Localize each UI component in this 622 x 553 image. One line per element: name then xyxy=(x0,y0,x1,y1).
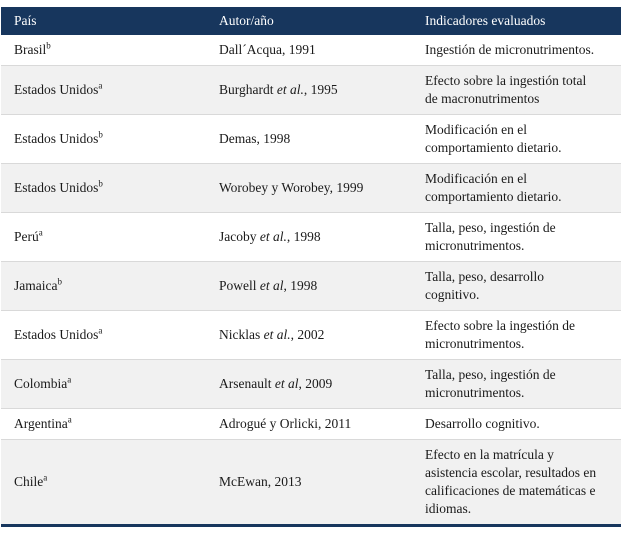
country-cell xyxy=(1,66,206,115)
country-name: Colombia xyxy=(14,376,68,391)
country-superscript: a xyxy=(98,325,103,336)
author-cell xyxy=(206,66,412,115)
author-cell xyxy=(206,409,412,440)
author-text: Nicklas xyxy=(219,327,264,342)
studies-table xyxy=(1,7,621,527)
author-cell xyxy=(206,164,412,213)
indicator-cell: Desarrollo cognitivo. xyxy=(412,409,621,440)
author-year: , 2002 xyxy=(290,327,325,342)
country-superscript: a xyxy=(98,80,103,91)
table-row xyxy=(1,409,621,440)
author-year: , 1998 xyxy=(283,278,318,293)
country-cell xyxy=(1,262,206,311)
country-superscript: b xyxy=(57,276,62,287)
author-etal: et al. xyxy=(276,82,304,97)
country-superscript: b xyxy=(98,178,103,189)
author-year: , 1998 xyxy=(286,229,321,244)
column-header-autor: Autor/año xyxy=(206,7,412,35)
author-text: Adrogué y Orlicki, 2011 xyxy=(219,416,352,431)
author-text: Demas, 1998 xyxy=(219,131,291,146)
country-cell xyxy=(1,35,206,66)
author-cell xyxy=(206,360,412,409)
indicator-cell: Efecto sobre la ingestión total de macronutrimentos xyxy=(412,66,621,115)
indicator-cell: Modificación en el comportamiento dietario. xyxy=(412,164,621,213)
author-year: , 2009 xyxy=(298,376,333,391)
country-name: Argentina xyxy=(14,416,68,431)
column-header-pais: País xyxy=(1,7,206,35)
indicator-cell: Talla, peso, ingestión de micronutrimentos. xyxy=(412,360,621,409)
table-row xyxy=(1,311,621,360)
country-name: Perú xyxy=(14,229,39,244)
country-superscript: b xyxy=(98,129,103,140)
table-row xyxy=(1,115,621,164)
indicator-cell: Efecto sobre la ingestión de micronutrimentos. xyxy=(412,311,621,360)
author-cell xyxy=(206,311,412,360)
table-row xyxy=(1,35,621,66)
country-name: Estados Unidos xyxy=(14,180,99,195)
country-superscript: a xyxy=(38,227,43,238)
country-superscript: a xyxy=(43,472,48,483)
country-cell xyxy=(1,164,206,213)
author-text: Worobey y Worobey, 1999 xyxy=(219,180,364,195)
author-etal: et al. xyxy=(259,229,287,244)
author-text: Burghardt xyxy=(219,82,277,97)
author-etal: et al. xyxy=(263,327,291,342)
indicator-cell: Ingestión de micronutrimentos. xyxy=(425,42,595,57)
author-cell xyxy=(206,440,412,526)
author-cell xyxy=(206,213,412,262)
indicator-cell: Talla, peso, ingestión de micronutrimentos. xyxy=(412,213,621,262)
author-text: Arsenault xyxy=(219,376,275,391)
table-row xyxy=(1,66,621,115)
country-name: Estados Unidos xyxy=(14,327,99,342)
country-cell xyxy=(1,360,206,409)
header-row xyxy=(1,7,621,35)
author-etal: et al xyxy=(259,278,284,293)
country-cell xyxy=(1,115,206,164)
country-cell xyxy=(1,409,206,440)
country-name: Jamaica xyxy=(14,278,58,293)
indicator-cell: Talla, peso, desarrollo cognitivo. xyxy=(412,262,621,311)
table-row xyxy=(1,360,621,409)
author-year: , 1995 xyxy=(303,82,338,97)
indicator-cell: Modificación en el comportamiento dietario. xyxy=(412,115,621,164)
author-cell xyxy=(206,35,412,66)
country-name: Estados Unidos xyxy=(14,82,99,97)
column-header-indicadores: Indicadores evaluados xyxy=(412,7,621,35)
indicator-cell: Efecto en la matrícula y asistencia escolar, resultados en calificaciones de matemáticas e idiomas. xyxy=(412,440,621,526)
country-cell xyxy=(1,311,206,360)
table-row xyxy=(1,440,621,526)
country-superscript: a xyxy=(67,414,72,425)
country-superscript: b xyxy=(46,40,51,51)
table-row xyxy=(1,164,621,213)
table-header xyxy=(1,7,621,35)
author-etal: et al xyxy=(274,376,299,391)
table-row xyxy=(1,213,621,262)
table-body xyxy=(1,35,621,526)
author-text: Jacoby xyxy=(219,229,260,244)
country-cell xyxy=(1,213,206,262)
country-name: Chile xyxy=(14,474,44,489)
author-text: Dall´Acqua, 1991 xyxy=(219,42,316,57)
author-cell xyxy=(206,115,412,164)
author-text: Powell xyxy=(219,278,260,293)
country-superscript: a xyxy=(67,374,72,385)
country-cell xyxy=(1,440,206,526)
country-name: Estados Unidos xyxy=(14,131,99,146)
author-cell xyxy=(206,262,412,311)
table-row xyxy=(1,262,621,311)
author-text: McEwan, 2013 xyxy=(219,474,302,489)
country-name: Brasil xyxy=(14,42,47,57)
